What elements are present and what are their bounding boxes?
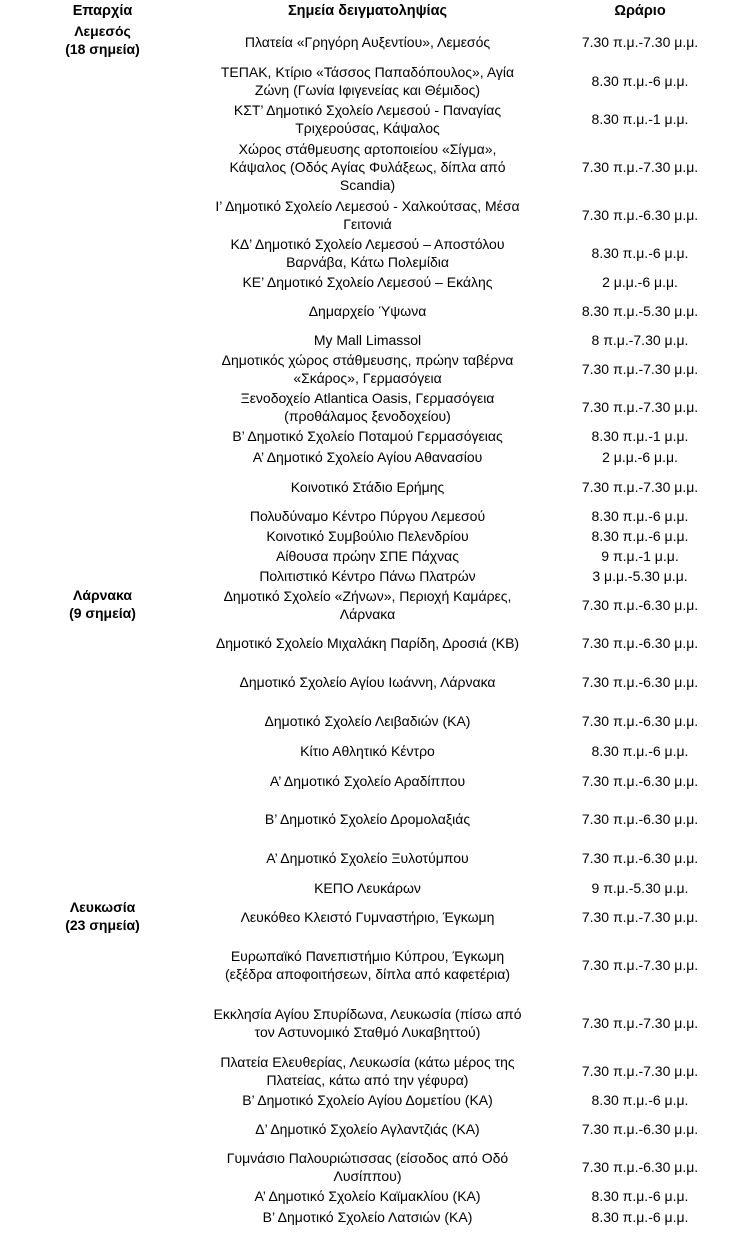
opening-hours: 7.30 π.μ.-7.30 μ.μ. <box>581 34 699 50</box>
sampling-site: Δημοτικός χώρος στάθμευσης, πρώην ταβέρνα «Σκάρος», Γερμασόγεια <box>221 352 514 386</box>
sampling-site: ΚΣΤ’ Δημοτικό Σχολείο Λεμεσού - Παναγίας Τριχερούσας, Κάψαλος <box>233 102 502 136</box>
opening-hours: 8.30 π.μ.-1 μ.μ. <box>591 428 689 444</box>
opening-hours: 3 μ.μ.-5.30 μ.μ. <box>592 568 688 584</box>
sampling-site: Δημοτικό Σχολείο «Ζήνων», Περιοχή Καμάρες, Λάρνακα <box>223 588 512 622</box>
opening-hours: 8.30 π.μ.-6 μ.μ. <box>591 1188 689 1204</box>
table-row <box>0 898 750 936</box>
table-row <box>0 586 750 624</box>
region-count: (18 σημεία) <box>65 41 140 57</box>
opening-hours: 7.30 π.μ.-6.30 μ.μ. <box>581 635 699 651</box>
sampling-site: Δημαρχείο Ύψωνα <box>308 303 427 319</box>
sampling-site: My Mall Limassol <box>313 332 422 348</box>
opening-hours: 8.30 π.μ.-6 μ.μ. <box>591 528 689 544</box>
region-label <box>0 898 205 934</box>
opening-hours: 7.30 π.μ.-7.30 μ.μ. <box>581 361 699 377</box>
opening-hours: 8.30 π.μ.-6 μ.μ. <box>591 245 689 261</box>
table-row <box>0 22 750 62</box>
sampling-site: Δημοτικό Σχολείο Λειβαδιών (ΚΑ) <box>264 713 471 729</box>
region-count: (9 σημεία) <box>69 605 136 621</box>
header-site: Σημεία δειγματοληψίας <box>287 3 448 19</box>
sampling-site: Β’ Δημοτικό Σχολείο Ποταμού Γερμασόγειας <box>232 428 503 444</box>
sampling-site: ΚΔ’ Δημοτικό Σχολείο Λεμεσού – Αποστόλου Βαρνάβα, Κάτω Πολεμίδια <box>230 236 505 270</box>
opening-hours: 8.30 π.μ.-6 μ.μ. <box>591 1209 689 1225</box>
opening-hours: 8.30 π.μ.-6 μ.μ. <box>591 73 689 89</box>
sampling-site: ΚΕΠΟ Λευκάρων <box>314 880 421 896</box>
sampling-site: Πλατεία «Γρηγόρη Αυξεντίου», Λεμεσός <box>244 34 491 50</box>
opening-hours: 9 π.μ.-1 μ.μ. <box>601 548 679 564</box>
sampling-site: Β’ Δημοτικό Σχολείο Αγίου Δομετίου (ΚΑ) <box>242 1092 493 1108</box>
sampling-site: Χώρος στάθμευσης αρτοποιείου «Σίγμα», Κάψαλος (Οδός Αγίας Φυλάξεως, δίπλα από Scandia) <box>229 141 506 193</box>
opening-hours: 2 μ.μ.-6 μ.μ. <box>602 274 678 290</box>
opening-hours: 7.30 π.μ.-6.30 μ.μ. <box>581 674 699 690</box>
sampling-site: Α’ Δημοτικό Σχολείο Αγίου Αθανασίου <box>252 449 483 465</box>
sampling-site: Α’ Δημοτικό Σχολείο Αραδίππου <box>269 773 466 789</box>
region-name: Λεμεσός <box>74 23 131 39</box>
opening-hours: 7.30 π.μ.-7.30 μ.μ. <box>581 1015 699 1031</box>
opening-hours: 8.30 π.μ.-6 μ.μ. <box>591 1092 689 1108</box>
sampling-site: Ξενοδοχείο Atlantica Oasis, Γερμασόγεια (προθάλαμος ξενοδοχείου) <box>240 390 495 424</box>
sampling-site: Αίθουσα πρώην ΣΠΕ Πάχνας <box>276 548 459 564</box>
opening-hours: 8 π.μ.-7.30 μ.μ. <box>591 332 689 348</box>
opening-hours: 8.30 π.μ.-6 μ.μ. <box>591 508 689 524</box>
opening-hours: 7.30 π.μ.-6.30 μ.μ. <box>581 207 699 223</box>
sampling-site: Ι’ Δημοτικό Σχολείο Λεμεσού - Χαλκούτσας, Μέσα Γειτονιά <box>215 198 520 232</box>
sampling-site: Δημοτικό Σχολείο Μιχαλάκη Παρίδη, Δροσιά (ΚΒ) <box>215 635 520 651</box>
opening-hours: 7.30 π.μ.-7.30 μ.μ. <box>581 479 699 495</box>
table-body <box>0 22 750 1228</box>
opening-hours: 8.30 π.μ.-5.30 μ.μ. <box>581 303 699 319</box>
opening-hours: 7.30 π.μ.-7.30 μ.μ. <box>581 159 699 175</box>
sampling-site: ΚΕ’ Δημοτικό Σχολείο Λεμεσού – Εκάλης <box>242 274 493 290</box>
opening-hours: 7.30 π.μ.-7.30 μ.μ. <box>581 957 699 973</box>
sampling-site: Δημοτικό Σχολείο Αγίου Ιωάννη, Λάρνακα <box>239 674 496 690</box>
header-row <box>0 0 750 22</box>
opening-hours: 2 μ.μ.-6 μ.μ. <box>602 449 678 465</box>
region-cell <box>0 898 205 1228</box>
sampling-site: Κοινοτικό Συμβούλιο Πελενδρίου <box>266 528 469 544</box>
sampling-site: Β’ Δημοτικό Σχολείο Δρομολαξιάς <box>264 811 471 827</box>
sampling-site: Κοινοτικό Στάδιο Ερήμης <box>290 479 445 495</box>
region-label <box>0 22 205 58</box>
region-cell <box>0 586 205 898</box>
sampling-site: Β’ Δημοτικό Σχολείο Λατσιών (ΚΑ) <box>262 1209 473 1225</box>
sampling-site: Ευρωπαϊκό Πανεπιστήμιο Κύπρου, Έγκωμη (εξέδρα αποφοιτήσεων, δίπλα από καφετέρια) <box>225 948 510 982</box>
sampling-site: Δ’ Δημοτικό Σχολείο Αγλαντζιάς (ΚΑ) <box>255 1121 480 1137</box>
sampling-site: Πολιτιστικό Κέντρο Πάνω Πλατρών <box>259 568 476 584</box>
region-label <box>0 586 205 622</box>
opening-hours: 7.30 π.μ.-7.30 μ.μ. <box>581 399 699 415</box>
sampling-site: ΤΕΠΑΚ, Κτίριο «Τάσσος Παπαδόπουλος», Αγία Ζώνη (Γωνία Ιφιγενείας και Θέμιδος) <box>220 64 515 98</box>
opening-hours: 7.30 π.μ.-6.30 μ.μ. <box>581 811 699 827</box>
sampling-site: Α’ Δημοτικό Σχολείο Ξυλοτύμπου <box>266 850 469 866</box>
opening-hours: 7.30 π.μ.-6.30 μ.μ. <box>581 1121 699 1137</box>
region-cell <box>0 22 205 586</box>
opening-hours: 8.30 π.μ.-1 μ.μ. <box>591 111 689 127</box>
sampling-site: Εκκλησία Αγίου Σπυρίδωνα, Λευκωσία (πίσω από τον Αστυνομικό Σταθμό Λυκαβηττού) <box>213 1006 522 1040</box>
sampling-site: Λευκόθεο Κλειστό Γυμναστήριο, Έγκωμη <box>240 909 495 925</box>
opening-hours: 7.30 π.μ.-6.30 μ.μ. <box>581 713 699 729</box>
sampling-site: Πολυδύναμο Κέντρο Πύργου Λεμεσού <box>249 508 486 524</box>
header-region: Επαρχία <box>72 3 133 19</box>
header-hours: Ωράριο <box>614 3 666 19</box>
opening-hours: 8.30 π.μ.-6 μ.μ. <box>591 743 689 759</box>
opening-hours: 7.30 π.μ.-6.30 μ.μ. <box>581 1159 699 1175</box>
region-name: Λευκωσία <box>69 899 136 915</box>
opening-hours: 7.30 π.μ.-7.30 μ.μ. <box>581 1063 699 1079</box>
opening-hours: 7.30 π.μ.-6.30 μ.μ. <box>581 850 699 866</box>
sampling-site: Πλατεία Ελευθερίας, Λευκωσία (κάτω μέρος της Πλατείας, κάτω από την γέφυρα) <box>220 1054 515 1088</box>
opening-hours: 7.30 π.μ.-6.30 μ.μ. <box>581 773 699 789</box>
opening-hours: 7.30 π.μ.-6.30 μ.μ. <box>581 597 699 613</box>
region-count: (23 σημεία) <box>65 917 140 933</box>
sampling-site: Α’ Δημοτικό Σχολείο Καϊμακλίου (ΚΑ) <box>254 1188 481 1204</box>
region-name: Λάρνακα <box>73 587 132 603</box>
sampling-site: Γυμνάσιο Παλουριώτισσας (είσοδος από Οδό Λυσίππου) <box>226 1150 509 1184</box>
sampling-site: Κίτιο Αθλητικό Κέντρο <box>300 743 435 759</box>
opening-hours: 7.30 π.μ.-7.30 μ.μ. <box>581 909 699 925</box>
opening-hours: 9 π.μ.-5.30 μ.μ. <box>591 880 689 896</box>
